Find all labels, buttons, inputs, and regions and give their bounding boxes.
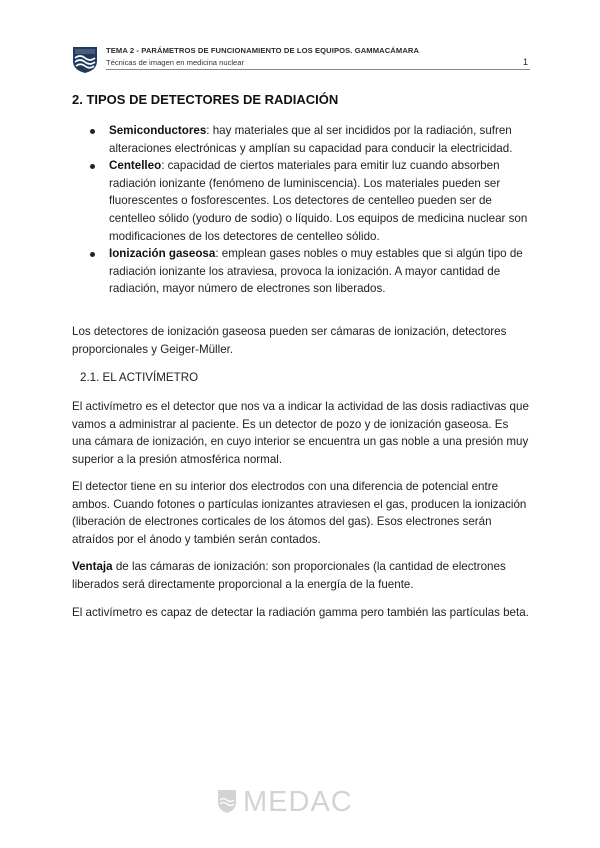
section-title: 2. TIPOS DE DETECTORES DE RADIACIÓN	[72, 92, 339, 107]
list-item-term: Centelleo	[109, 159, 162, 173]
bullet-icon	[90, 129, 95, 134]
list-item-text: : hay materiales que al ser incididos por la radiación, sufren alteraciones electrónicas y amplían su capacidad para conducir la electricidad.	[109, 124, 513, 155]
medac-shield-logo-icon	[72, 44, 98, 74]
paragraph-activimetro-2: El detector tiene en su interior dos electrodos con una diferencia de potencial entre ambos. Cuando fotones o partículas ionizantes atraviesen el gas, producen la ionización (liberación de electrones corticales de los átomos del gas). Esos electrones serán atraídos por el ánodo y también serán contados.	[72, 480, 527, 546]
footer-brand: MEDAC	[243, 786, 353, 818]
bullet-icon	[90, 164, 95, 169]
footer-shield-icon	[217, 788, 237, 814]
header-title: TEMA 2 - PARÁMETROS DE FUNCIONAMIENTO DE LOS EQUIPOS. GAMMACÁMARA	[106, 46, 420, 55]
paragraph-detectors: Los detectores de ionización gaseosa pueden ser cámaras de ionización, detectores proporcionales y Geiger-Müller.	[72, 325, 507, 356]
header-subtitle: Técnicas de imagen en medicina nuclear	[106, 58, 245, 67]
header-divider	[106, 69, 530, 70]
list-item-term: Semiconductores	[109, 124, 207, 137]
list-item-semiconductores	[80, 122, 530, 157]
footer-watermark	[217, 786, 377, 820]
page-number: 1	[522, 57, 528, 67]
list-item-text: : capacidad de ciertos materiales para emitir luz cuando absorben radiación ionizante (fenómeno de luminiscencia). Los materiales pueden ser fluorescentes o fosforescentes. Los detectores de centelleo pueden ser de centelleo sólido (yoduro de sodio) o líquido. Los equipos de medicina nuclear son modificaciones de los detectores de centelleo sólido.	[109, 159, 528, 243]
list-item-term: Ionización gaseosa	[109, 247, 216, 261]
detector-types-list	[80, 122, 530, 298]
paragraph-activimetro-3: El activímetro es capaz de detectar la radiación gamma pero también las partículas beta.	[72, 606, 529, 619]
ventaja-term: Ventaja	[72, 560, 113, 573]
bullet-icon	[90, 252, 95, 257]
list-item-text: : emplean gases nobles o muy estables que si algún tipo de radiación ionizante los atraviesa, provoca la ionización. A mayor cantidad de radiación, mayor número de electrones son liberados.	[109, 247, 523, 296]
subsection-title: 2.1. EL ACTIVÍMETRO	[80, 371, 199, 384]
page-header	[72, 44, 530, 72]
list-item-ionizacion-gaseosa	[80, 245, 530, 298]
paragraph-ventaja	[72, 558, 530, 593]
ventaja-text: de las cámaras de ionización: son proporcionales (la cantidad de electrones liberados será directamente proporcional a la energía de la fuente.	[72, 560, 506, 591]
paragraph-activimetro-1: El activímetro es el detector que nos va a indicar la actividad de las dosis radiactivas que vamos a administrar al paciente. Es un detector de pozo y de ionización gaseosa. Es una cámara de ionización, en cuyo interior se encuentra un gas noble a una presión muy superior a la presión atmosférica normal.	[72, 400, 529, 466]
list-item-centelleo	[80, 157, 530, 245]
